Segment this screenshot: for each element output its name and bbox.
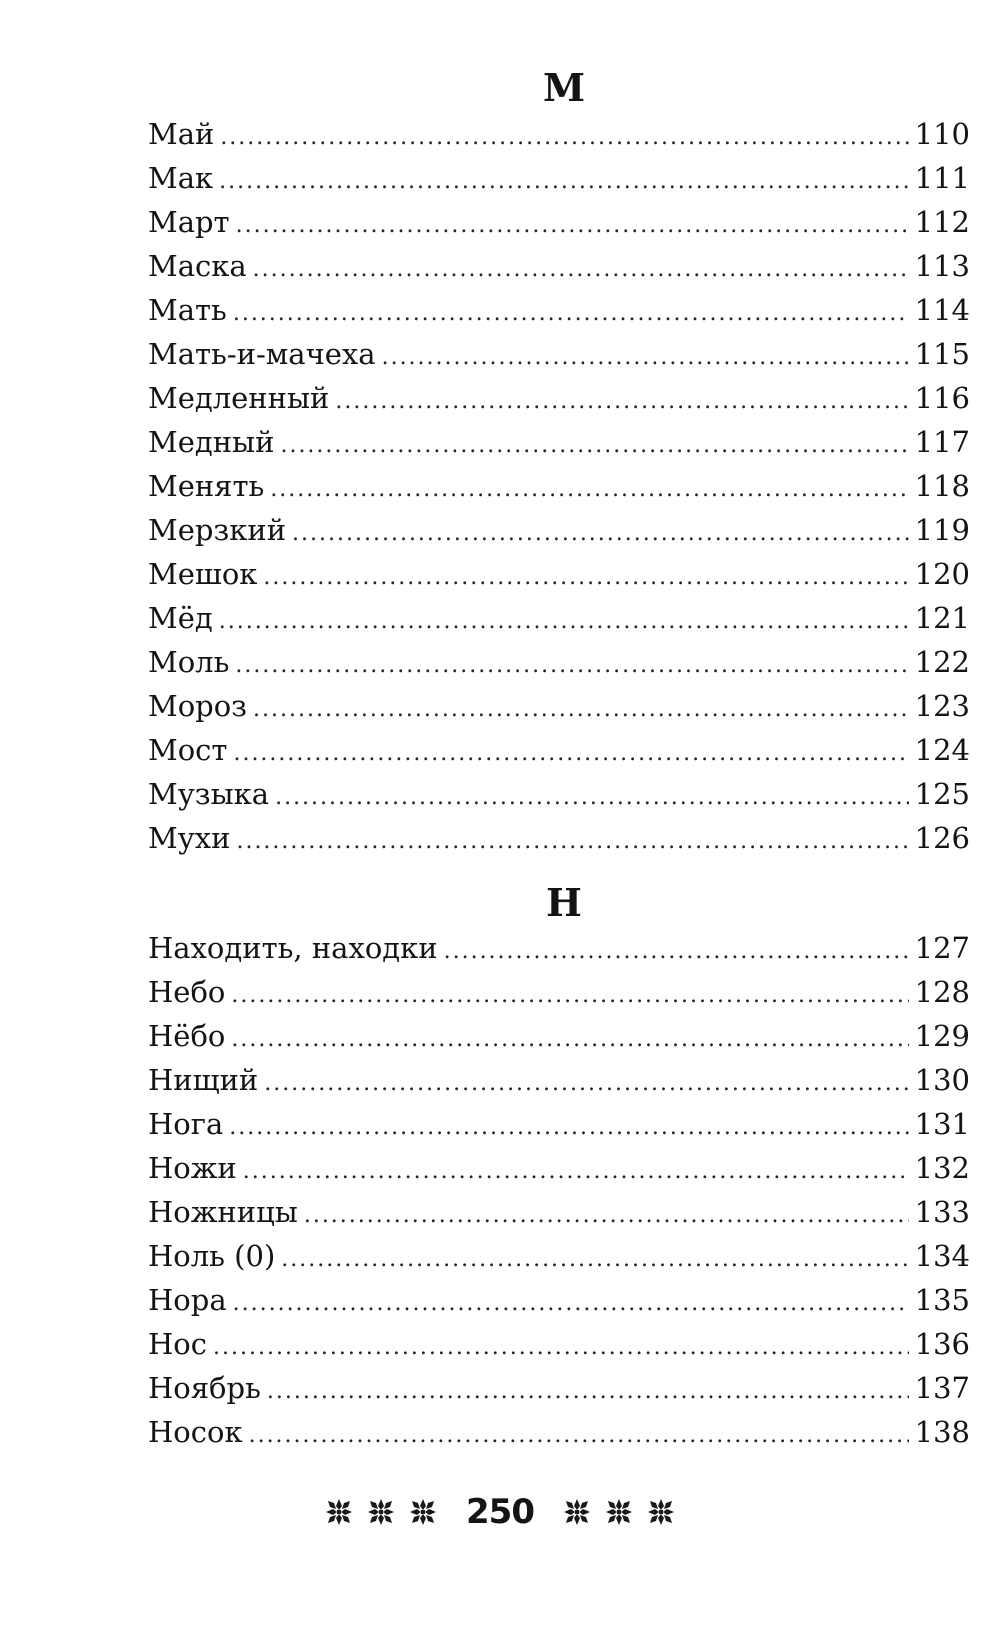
entry-page: 126: [914, 821, 970, 855]
ornament-group-right: [562, 1497, 676, 1527]
dot-leader: [229, 1106, 908, 1150]
index-entry: [148, 1102, 970, 1146]
section-n: [148, 880, 970, 1454]
entry-page: 110: [914, 117, 970, 151]
index-entry: [148, 332, 970, 376]
index-entry: [148, 244, 970, 288]
index-entry: [148, 1366, 970, 1410]
dot-leader: [233, 1282, 909, 1326]
entry-term: Медленный: [148, 381, 330, 415]
index-entry: [148, 1014, 970, 1058]
index-entry: [148, 970, 970, 1014]
index-entry: [148, 1322, 970, 1366]
entry-page: 119: [914, 513, 970, 547]
index-entry: [148, 420, 970, 464]
dot-leader: [231, 1018, 908, 1062]
index-entry: [148, 288, 970, 332]
entry-list: [148, 926, 970, 1454]
dot-leader: [220, 116, 908, 160]
index-entry: [148, 112, 970, 156]
entry-term: Маска: [148, 249, 247, 283]
entry-term: Мать-и-мачеха: [148, 337, 376, 371]
entry-term: Находить, находки: [148, 931, 438, 965]
index-entry: [148, 816, 970, 860]
entry-page: 115: [914, 337, 970, 371]
entry-term: Моль: [148, 645, 230, 679]
dot-leader: [213, 1326, 909, 1370]
dot-leader: [264, 1062, 908, 1106]
entry-term: Музыка: [148, 777, 270, 811]
entry-term: Медный: [148, 425, 275, 459]
section-letter: М: [542, 65, 586, 110]
dot-leader: [236, 820, 908, 864]
dot-leader: [267, 1370, 909, 1414]
entry-term: Мухи: [148, 821, 231, 855]
dot-leader: [219, 600, 909, 644]
index-entry: [148, 596, 970, 640]
index-entry: [148, 156, 970, 200]
dot-leader: [304, 1194, 909, 1238]
entry-page: 111: [914, 161, 970, 195]
dot-leader: [292, 512, 909, 556]
entry-term: Небо: [148, 975, 226, 1009]
entry-page: 114: [914, 293, 970, 327]
entry-term: Ножи: [148, 1151, 237, 1185]
dot-leader: [270, 468, 908, 512]
dot-leader: [233, 732, 908, 776]
entry-term: Нога: [148, 1107, 224, 1141]
entry-page: 134: [914, 1239, 970, 1273]
floral-ornament-icon: [408, 1497, 438, 1527]
entry-page: 117: [914, 425, 970, 459]
dot-leader: [444, 930, 909, 974]
entry-page: 122: [914, 645, 970, 679]
index-entry: [148, 1190, 970, 1234]
entry-page: 128: [914, 975, 970, 1009]
floral-ornament-icon: [324, 1497, 354, 1527]
floral-ornament-icon: [562, 1497, 592, 1527]
index-entry: [148, 1410, 970, 1454]
entry-page: 120: [914, 557, 970, 591]
entry-page: 136: [914, 1327, 970, 1361]
section-m: [148, 64, 970, 860]
floral-ornament-icon: [604, 1497, 634, 1527]
dot-leader: [382, 336, 909, 380]
index-entry: [148, 1278, 970, 1322]
dot-leader: [275, 776, 909, 820]
dot-leader: [243, 1150, 909, 1194]
entry-term: Мерзкий: [148, 513, 287, 547]
dot-leader: [219, 160, 909, 204]
entry-page: 116: [914, 381, 970, 415]
dot-leader: [249, 1414, 909, 1458]
page-number: 250: [466, 1492, 534, 1532]
entry-page: 132: [914, 1151, 970, 1185]
entry-page: 112: [914, 205, 970, 239]
entry-page: 131: [914, 1107, 970, 1141]
entry-term: Нищий: [148, 1063, 259, 1097]
index-entry: [148, 772, 970, 816]
dot-leader: [253, 248, 909, 292]
entry-term: Мороз: [148, 689, 247, 723]
entry-page: 121: [914, 601, 970, 635]
entry-term: Мешок: [148, 557, 258, 591]
index-entry: [148, 640, 970, 684]
index-entry: [148, 728, 970, 772]
index-entry: [148, 926, 970, 970]
entry-page: 133: [914, 1195, 970, 1229]
index-entry: [148, 684, 970, 728]
entry-term: Мак: [148, 161, 214, 195]
dot-leader: [236, 204, 909, 248]
index-entry: [148, 508, 970, 552]
index-entry: [148, 1146, 970, 1190]
entry-term: Нос: [148, 1327, 207, 1361]
entry-page: 127: [914, 931, 970, 965]
entry-term: Март: [148, 205, 230, 239]
entry-page: 124: [914, 733, 970, 767]
entry-term: Нора: [148, 1283, 227, 1317]
index-entry: [148, 376, 970, 420]
floral-ornament-icon: [366, 1497, 396, 1527]
dot-leader: [233, 292, 909, 336]
index-entry: [148, 552, 970, 596]
entry-page: 137: [914, 1371, 970, 1405]
floral-ornament-icon: [646, 1497, 676, 1527]
entry-term: Ноль (0): [148, 1239, 276, 1273]
entry-term: Мост: [148, 733, 228, 767]
entry-term: Май: [148, 117, 215, 151]
entry-term: Ноябрь: [148, 1371, 261, 1405]
entry-term: Ножницы: [148, 1195, 298, 1229]
entry-page: 129: [914, 1019, 970, 1053]
dot-leader: [231, 974, 908, 1018]
index-entry: [148, 1234, 970, 1278]
dot-leader: [280, 424, 908, 468]
index-entry: [148, 464, 970, 508]
entry-page: 130: [914, 1063, 970, 1097]
entry-list: [148, 112, 970, 860]
page-footer: [0, 1494, 1000, 1530]
dot-leader: [263, 556, 908, 600]
entry-term: Мать: [148, 293, 227, 327]
entry-page: 113: [914, 249, 970, 283]
entry-page: 138: [914, 1415, 970, 1449]
dot-leader: [335, 380, 908, 424]
dot-leader: [235, 644, 908, 688]
entry-term: Нёбо: [148, 1019, 226, 1053]
entry-term: Мёд: [148, 601, 213, 635]
entry-page: 123: [914, 689, 970, 723]
section-letter: Н: [546, 880, 582, 925]
ornament-group-left: [324, 1497, 438, 1527]
entry-page: 135: [914, 1283, 970, 1317]
entry-page: 125: [914, 777, 970, 811]
index-entry: [148, 1058, 970, 1102]
dot-leader: [281, 1238, 908, 1282]
entry-term: Менять: [148, 469, 265, 503]
index-entry: [148, 200, 970, 244]
entry-term: Носок: [148, 1415, 243, 1449]
entry-page: 118: [914, 469, 970, 503]
dot-leader: [253, 688, 909, 732]
